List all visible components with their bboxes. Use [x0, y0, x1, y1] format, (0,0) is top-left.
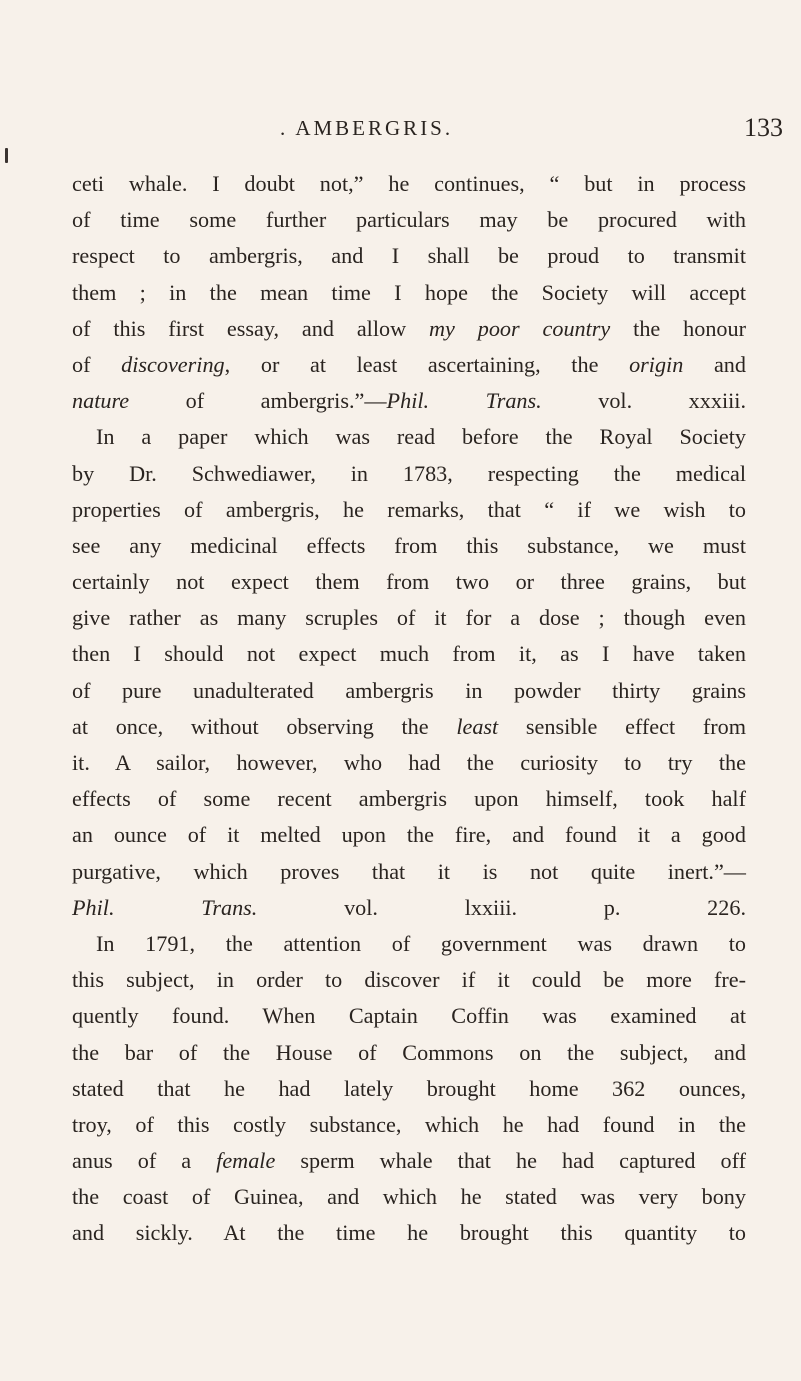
italic-text: female [216, 1148, 276, 1174]
text-run: by Dr. Schwediawer, in 1783, respecting the medical [72, 460, 746, 486]
text-line [72, 383, 746, 419]
text-run: the coast of Guinea, and which he stated was very bony [72, 1184, 746, 1210]
text-line [72, 1107, 746, 1143]
page-number: 133 [744, 113, 783, 142]
text-run: In 1791, the attention of government was drawn to [96, 930, 746, 956]
text-line [72, 166, 746, 202]
text-run: properties of ambergris, he remarks, that “ if we wish to [72, 496, 746, 522]
text-run: anus of a [72, 1148, 217, 1174]
text-line [72, 238, 746, 274]
text-line [72, 673, 746, 709]
text-run: troy, of this costly substance, which he had found in the [72, 1111, 746, 1137]
text-run: an ounce of it melted upon the fire, and found it a good [72, 822, 746, 848]
text-line [72, 419, 746, 455]
text-line [72, 854, 746, 890]
text-run: of pure unadulterated ambergris in powder thirty grains [72, 677, 746, 703]
text-line [72, 456, 746, 492]
text-run: sperm whale that he had captured off [275, 1148, 746, 1174]
paragraph [72, 926, 746, 1252]
running-head: . AMBERGRIS. [280, 116, 454, 140]
text-line [72, 492, 746, 528]
text-run: sensible effect from [498, 713, 746, 739]
paragraph [72, 419, 746, 926]
text-line [72, 998, 746, 1034]
text-run: ceti whale. I doubt not,” he continues, “ but in process [72, 171, 746, 196]
text-run: the honour [610, 315, 746, 341]
text-line [72, 202, 746, 238]
text-run: of time some further particulars may be procured with [72, 207, 746, 233]
text-run: them ; in the mean time I hope the Society will accept [72, 279, 746, 305]
text-run: , or at least ascertaining, the [224, 351, 630, 377]
margin-mark [5, 148, 8, 163]
text-run: see any medicinal effects from this substance, we must [72, 532, 746, 558]
text-run: certainly not expect them from two or three grains, but [72, 569, 746, 595]
text-run: vol. xxxiii. [541, 388, 746, 414]
text-line [72, 1179, 746, 1215]
text-run: then I should not expect much from it, as I have taken [72, 641, 746, 667]
text-run: give rather as many scruples of it for a dose ; though even [72, 605, 746, 631]
text-line [72, 1071, 746, 1107]
body-text [72, 166, 746, 1252]
text-run: In a paper which was read before the Royal Society [96, 424, 746, 450]
text-run: of [72, 351, 122, 377]
text-run: it. A sailor, however, who had the curiosity to try the [72, 750, 746, 775]
text-run: of this first essay, and allow [72, 315, 429, 341]
text-line [72, 347, 746, 383]
text-run: stated that he had lately brought home 362 ounces, [72, 1075, 746, 1101]
text-line [72, 528, 746, 564]
italic-text: discovering [121, 351, 225, 377]
text-line [72, 275, 746, 311]
text-line [72, 817, 746, 853]
text-run: vol. lxxiii. p. 226. [257, 894, 746, 920]
text-line [72, 600, 746, 636]
text-run: the bar of the House of Commons on the subject, and [72, 1039, 746, 1065]
text-run: effects of some recent ambergris upon himself, took half [72, 786, 746, 812]
text-run: this subject, in order to discover if it could be more fre- [72, 967, 746, 993]
text-line [72, 1143, 746, 1179]
text-run: and [683, 351, 746, 377]
text-line [72, 1035, 746, 1071]
text-run: quently found. When Captain Coffin was examined at [72, 1003, 746, 1029]
text-line [72, 890, 746, 926]
text-line [72, 781, 746, 817]
paragraph [72, 166, 746, 419]
italic-text: Phil. Trans. [72, 894, 258, 920]
italic-text: my poor country [428, 315, 611, 341]
text-run: of ambergris.”— [129, 388, 387, 414]
text-line [72, 745, 746, 781]
text-line [72, 636, 746, 672]
text-line [72, 1215, 746, 1251]
text-line [72, 962, 746, 998]
text-line [72, 564, 746, 600]
text-run: respect to ambergris, and I shall be proud to transmit [72, 243, 746, 269]
text-line [72, 311, 746, 347]
text-run: at once, without observing the [72, 713, 457, 739]
text-run: purgative, which proves that it is not quite inert.”— [72, 858, 746, 884]
page-header [0, 113, 801, 146]
text-line [72, 709, 746, 745]
text-run: and sickly. At the time he brought this quantity to [72, 1220, 746, 1246]
italic-text: nature [72, 388, 130, 414]
text-line [72, 926, 746, 962]
italic-text: Phil. Trans. [386, 388, 542, 414]
italic-text: least [456, 713, 499, 739]
italic-text: origin [629, 351, 684, 377]
